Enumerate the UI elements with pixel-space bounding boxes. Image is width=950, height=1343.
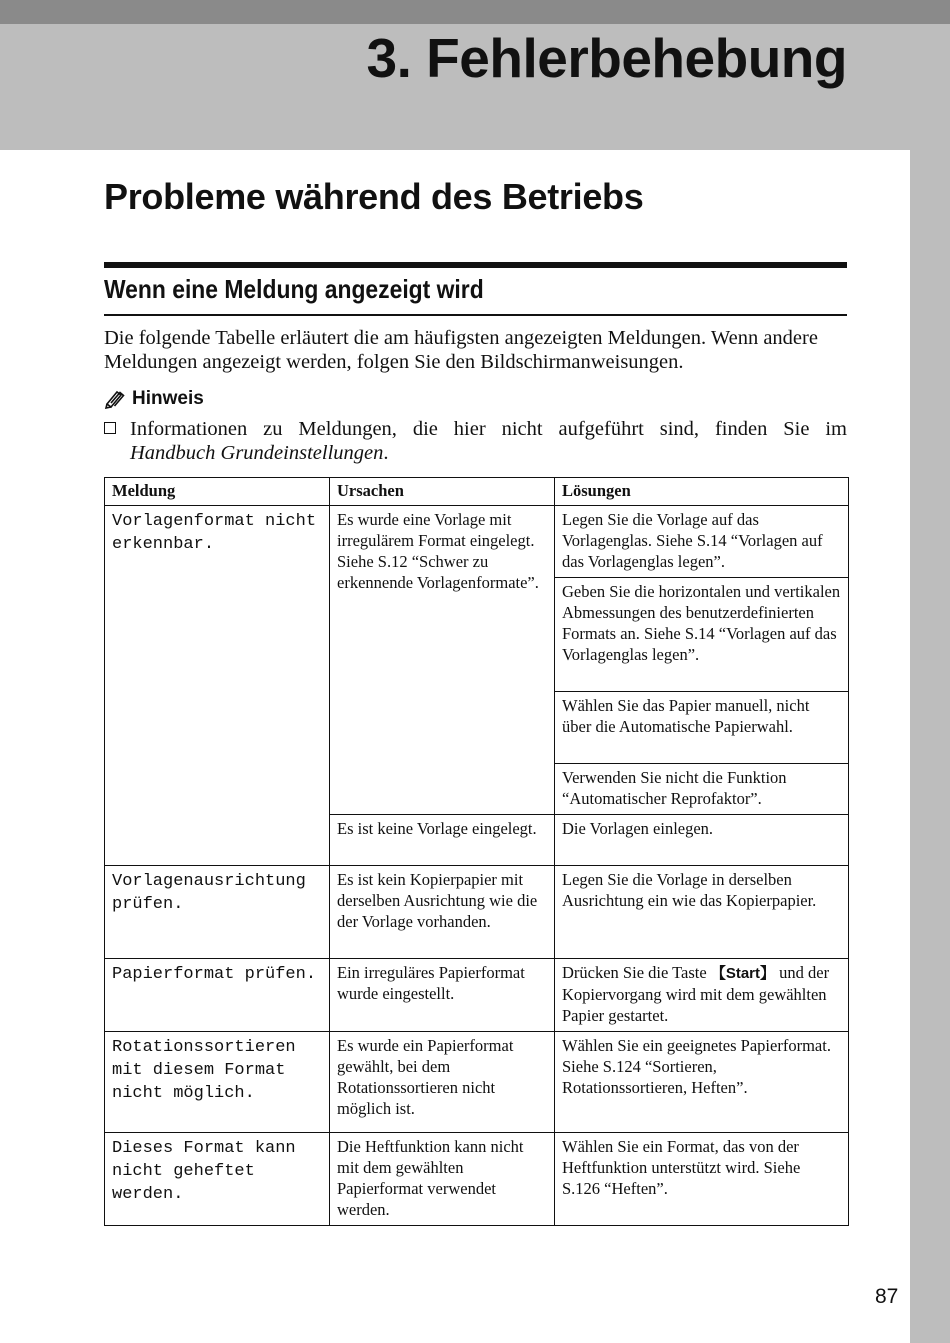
note-item-end: .: [383, 442, 389, 464]
intro-paragraph: Die folgende Tabelle erläutert die am häufigsten angezeigten Meldungen. Wenn andere Meldungen angezeigt werden, folgen Sie den Bildschirmanweisungen.: [104, 327, 818, 373]
cause-cell: Es ist kein Kopierpapier mit derselben Ausrichtung wie die der Vorlage vorhanden.: [330, 866, 555, 959]
page-number: 87: [875, 1285, 899, 1308]
section-title: Probleme während des Betriebs: [104, 176, 644, 217]
solution-cell: Geben Sie die horizontalen und vertikalen Abmessungen des benutzerdefinierten Formats an. Siehe S.14 “Vorlagen auf das Vorlagenglas legen”.: [555, 578, 849, 692]
solution-cell: Wählen Sie das Papier manuell, nicht über die Automatische Papierwahl.: [555, 692, 849, 764]
note-item: [104, 417, 847, 465]
header-meldung: Meldung: [105, 478, 330, 506]
table-header-row: [105, 478, 849, 506]
message-cell: Vorlagenformat nicht erkennbar.: [105, 506, 330, 866]
message-cell: Vorlagenausrichtung prüfen.: [105, 866, 330, 959]
cause-cell: Es ist keine Vorlage eingelegt.: [330, 815, 555, 866]
message-table: [104, 477, 849, 1226]
solution-text: Drücken Sie die Taste: [562, 963, 711, 982]
solution-cell: [555, 959, 849, 1032]
subsection-title: Wenn eine Meldung angezeigt wird: [104, 274, 484, 304]
cause-cell: Die Heftfunktion kann nicht mit dem gewählten Papierformat verwendet werden.: [330, 1133, 555, 1226]
message-cell: Dieses Format kann nicht geheftet werden.: [105, 1133, 330, 1226]
solution-cell: Wählen Sie ein Format, das von der Heftfunktion unterstützt wird. Siehe S.126 “Heften”.: [555, 1133, 849, 1226]
solution-cell: Verwenden Sie nicht die Funktion “Automatischer Reprofaktor”.: [555, 764, 849, 815]
table-row: [105, 506, 849, 578]
pencil-icon: [104, 389, 126, 409]
header-top-strip: [0, 0, 950, 24]
note-heading: [104, 388, 204, 410]
message-cell: Rotationssortieren mit diesem Format nicht möglich.: [105, 1032, 330, 1133]
solution-cell: Wählen Sie ein geeignetes Papierformat. Siehe S.124 “Sortieren, Rotationssortieren, Heften”.: [555, 1032, 849, 1133]
header-loesungen: Lösungen: [555, 478, 849, 506]
cause-cell: Es wurde ein Papierformat gewählt, bei dem Rotationssortieren nicht möglich ist.: [330, 1032, 555, 1133]
subsection-rule: [104, 314, 847, 316]
solution-cell: Legen Sie die Vorlage auf das Vorlagenglas. Siehe S.14 “Vorlagen auf das Vorlagenglas legen”.: [555, 506, 849, 578]
note-heading-label: Hinweis: [132, 388, 204, 409]
table-row: [105, 1032, 849, 1133]
header-ursachen: Ursachen: [330, 478, 555, 506]
table-row: [105, 1133, 849, 1226]
message-cell: Papierformat prüfen.: [105, 959, 330, 1032]
chapter-title: 3. Fehlerbehebung: [366, 27, 847, 89]
table-row: [105, 959, 849, 1032]
page-side-band: [910, 150, 950, 1343]
note-item-reference: Handbuch Grundeinstellungen: [130, 442, 384, 464]
start-key-label: 【Start】: [710, 965, 776, 982]
cause-cell: Ein irreguläres Papierformat wurde eingestellt.: [330, 959, 555, 1032]
table-row: [105, 866, 849, 959]
solution-cell: Legen Sie die Vorlage in derselben Ausrichtung ein wie das Kopierpapier.: [555, 866, 849, 959]
note-item-text: Informationen zu Meldungen, die hier nicht aufgeführt sind, finden Sie im: [130, 418, 847, 440]
solution-text: und der Kopiervorgang wird mit dem gewählten Papier gestartet.: [562, 963, 830, 1025]
solution-cell: Die Vorlagen einlegen.: [555, 815, 849, 866]
section-rule: [104, 262, 847, 268]
checkbox-bullet-icon: [104, 422, 116, 434]
cause-cell: Es wurde eine Vorlage mit irregulärem Format eingelegt. Siehe S.12 “Schwer zu erkennende Vorlagenformate”.: [330, 506, 555, 815]
